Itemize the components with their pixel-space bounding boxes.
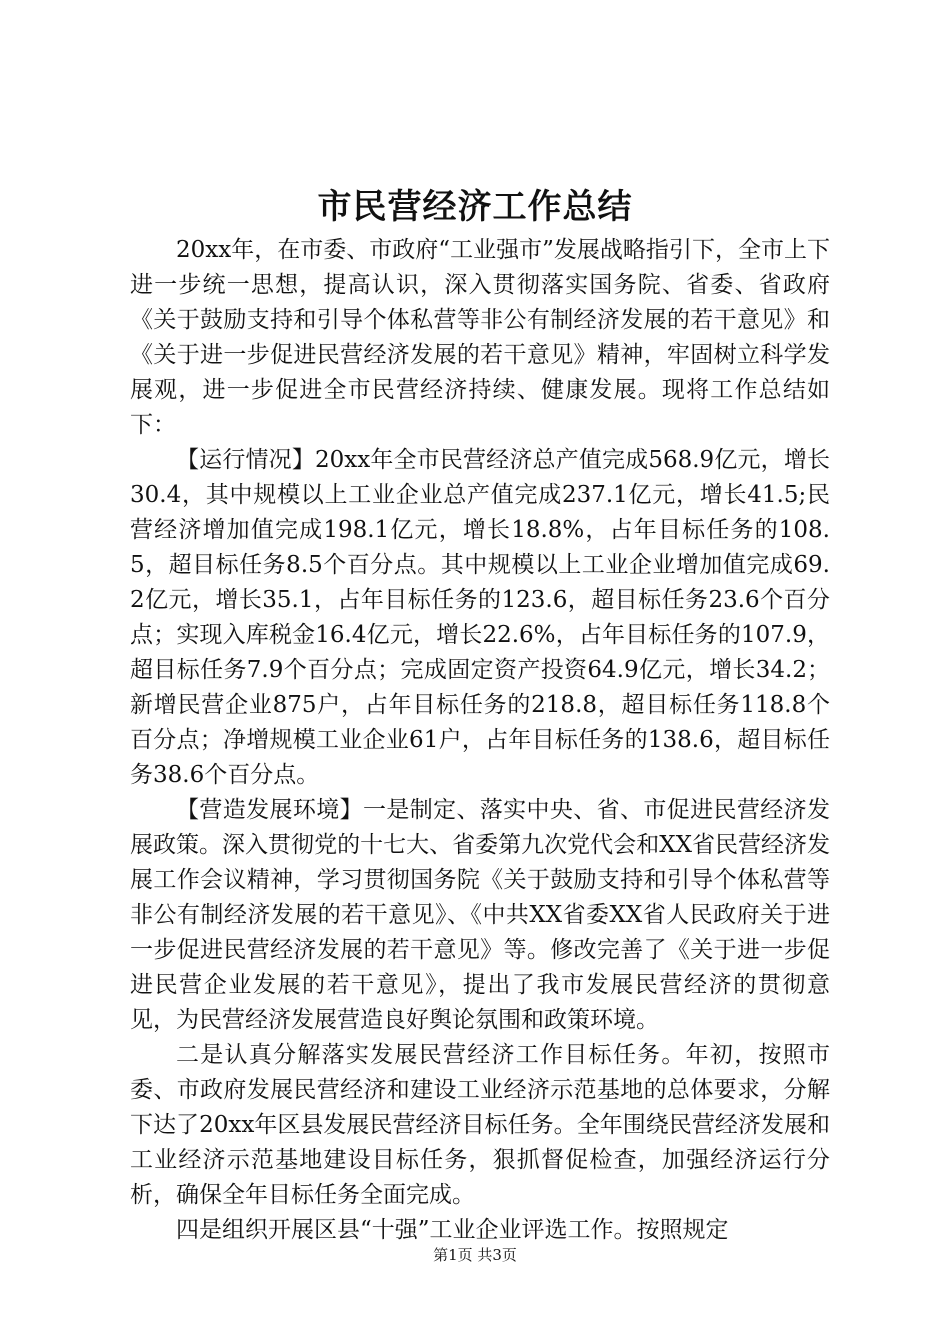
paragraph-top-ten-selection: 四是组织开展区县“十强”工业企业评选工作。按照规定 bbox=[176, 1217, 729, 1243]
paragraph-intro: 20xx年，在市委、市政府“工业强市”发展战略指引下，全市上下进一步统一思想，提高认识，深入贯彻落实国务院、省委、省政府《关于鼓励支持和引导个体私营等非公有制经济发展的若干意见》和《关于进一步促进民营经济发展的若干意见》精神，牢固树立科学发展观，进一步促进全市民营经济持续、健康发展。现将工作总结如下： bbox=[130, 237, 830, 438]
document-title: 市民营经济工作总结 bbox=[317, 187, 633, 227]
page-number-footer: 第1页 共3页 bbox=[433, 1246, 517, 1264]
document-body bbox=[130, 233, 830, 1248]
paragraph-task-decomposition: 二是认真分解落实发展民营经济工作目标任务。年初，按照市委、市政府发展民营经济和建设工业经济示范基地的总体要求，分解下达了20xx年区县发展民营经济目标任务。全年围绕民营经济发展和工业经济示范基地建设目标任务，狠抓督促检查，加强经济运行分析，确保全年目标任务全面完成。 bbox=[130, 1042, 830, 1208]
paragraph-operation-status: 【运行情况】20xx年全市民营经济总产值完成568.9亿元，增长30.4，其中规模以上工业企业总产值完成237.1亿元，增长41.5;民营经济增加值完成198.1亿元，增长18.8%，占年目标任务的108.5，超目标任务8.5个百分点。其中规模以上工业企业增加值完成69.2亿元，增长35.1，占年目标任务的123.6，超目标任务23.6个百分点；实现入库税金16.4亿元，增长22.6%，占年目标任务的107.9，超目标任务7.9个百分点；完成固定资产投资64.9亿元，增长34.2；新增民营企业875户，占年目标任务的218.8，超目标任务118.8个百分点；净增规模工业企业61户，占年目标任务的138.6，超目标任务38.6个百分点。 bbox=[130, 447, 830, 788]
paragraph-development-environment: 【营造发展环境】一是制定、落实中央、省、市促进民营经济发展政策。深入贯彻党的十七大、省委第九次党代会和XX省民营经济发展工作会议精神，学习贯彻国务院《关于鼓励支持和引导个体私营等非公有制经济发展的若干意见》、《中共XX省委XX省人民政府关于进一步促进民营经济发展的若干意见》等。修改完善了《关于进一步促进民营企业发展的若干意见》，提出了我市发展民营经济的贯彻意见，为民营经济发展营造良好舆论氛围和政策环境。 bbox=[130, 797, 830, 1033]
